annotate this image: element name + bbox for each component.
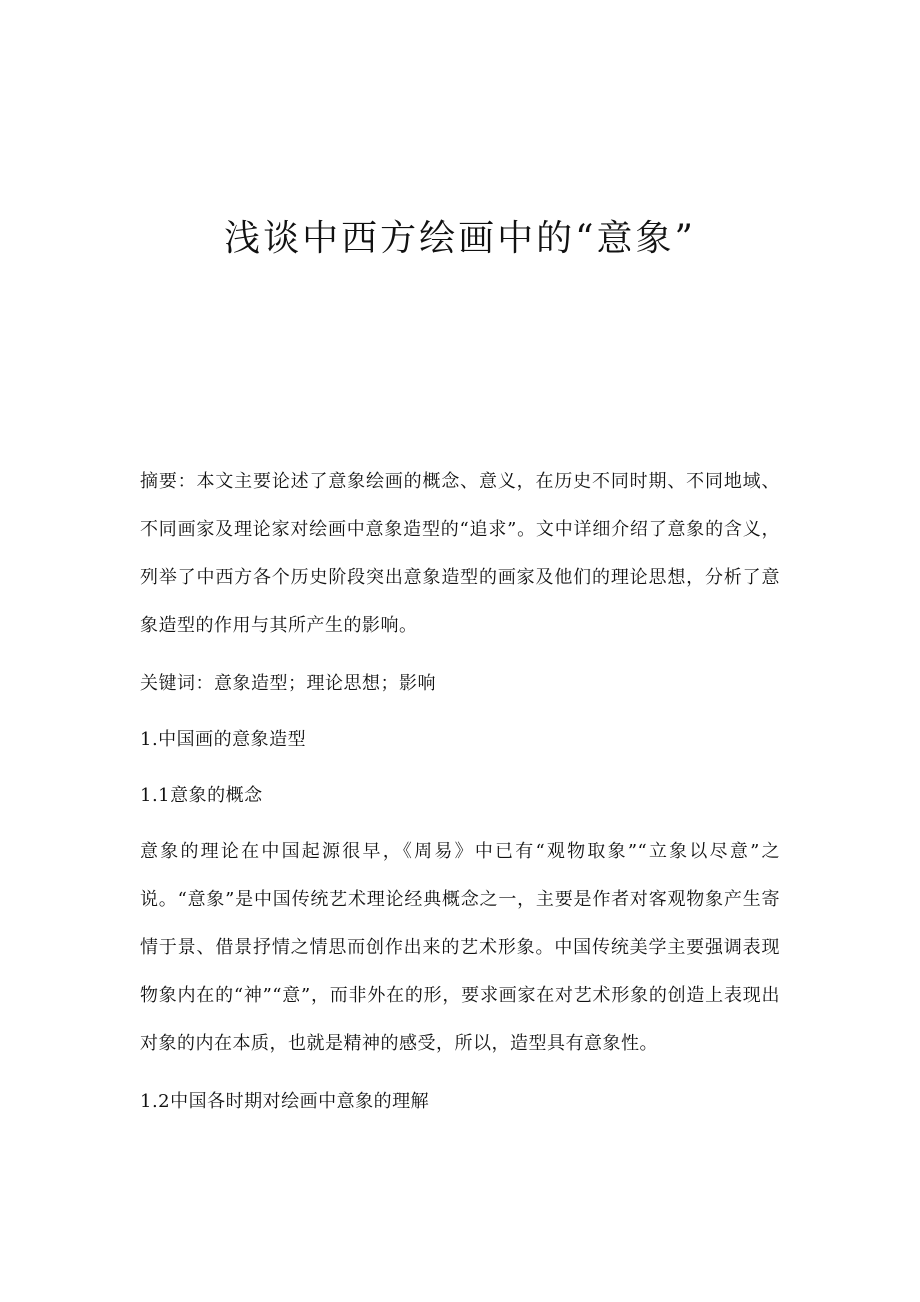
section-heading-1-2: 1.2中国各时期对绘画中意象的理解 <box>140 1091 430 1112</box>
document-title: 浅谈中西方绘画中的“意象” <box>224 218 696 259</box>
body-paragraph-1: 意象的理论在中国起源很早，《周易》中已有“观物取象”“立象以尽意”之说。“意象”是中国传统艺术理论经典概念之一，主要是作者对客观物象产生寄情于景、借景抒情之情思而创作出来的艺术形象。中国传统美学主要强调表现物象内在的“神”“意”，而非外在的形，要求画家在对艺术形象的创造上表现出对象的内在本质，也就是精神的感受，所以，造型具有意象性。 <box>140 841 780 1054</box>
section-heading-1-1: 1.1意象的概念 <box>140 785 263 806</box>
keywords-line: 关键词：意象造型；理论思想；影响 <box>140 673 436 694</box>
abstract-paragraph: 摘要：本文主要论述了意象绘画的概念、意义，在历史不同时期、不同地域、不同画家及理论家对绘画中意象造型的“追求”。文中详细介绍了意象的含义，列举了中西方各个历史阶段突出意象造型的画家及他们的理论思想，分析了意象造型的作用与其所产生的影响。 <box>140 471 780 636</box>
section-heading-1: 1.中国画的意象造型 <box>140 729 307 750</box>
